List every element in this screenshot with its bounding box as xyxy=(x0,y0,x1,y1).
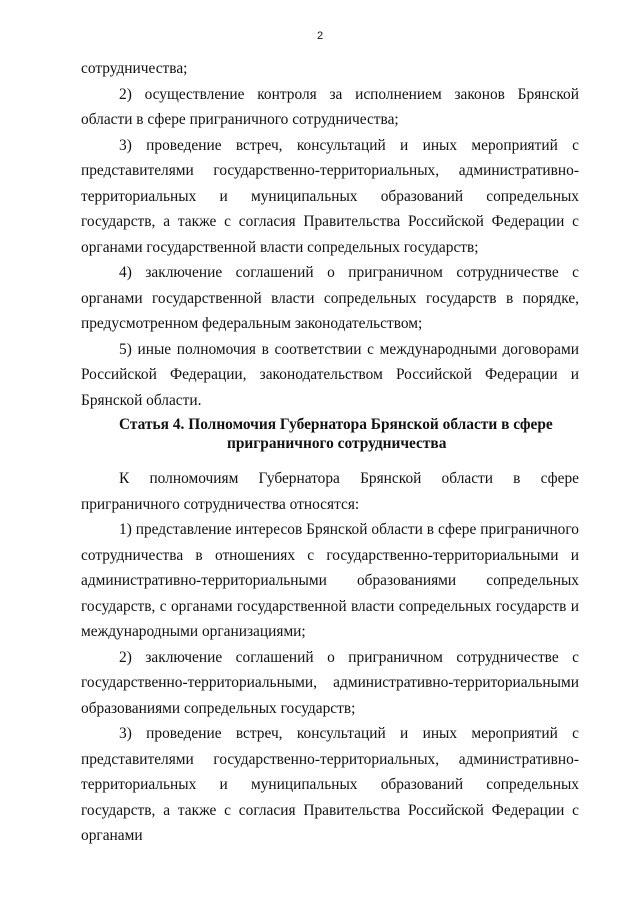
paragraph-item-4: 4) заключение соглашений о приграничном сотрудничестве с органами государственной власти сопредельных государств в порядке, предусмотренном федеральным законодательством; xyxy=(81,264,579,332)
page-number: 2 xyxy=(316,30,324,42)
article-item-2: 2) заключение соглашений о приграничном сотрудничестве с государственно-территориальными, административно-территориальными образованиями сопредельных государств; xyxy=(81,648,579,717)
paragraph-continuation: сотрудничества; xyxy=(81,60,188,77)
article-intro: К полномочиям Губернатора Брянской области в сфере приграничного сотрудничества относятся: xyxy=(81,470,579,513)
article-heading-line1: Статья 4. Полномочия Губернатора Брянской области в сфере xyxy=(119,416,553,433)
article-item-1: 1) представление интересов Брянской области в сфере приграничного сотрудничества в отношениях с государственно-территориальными и административно-территориальными образованиями сопредельных государств, с органами государственной власти сопредельных государств и международными организациями; xyxy=(81,521,579,640)
paragraph-item-2: 2) осуществление контроля за исполнением законов Брянской области в сфере приграничного сотрудничества; xyxy=(81,85,579,128)
article-item-3: 3) проведение встреч, консультаций и иных мероприятий с представителями государственно-территориальных, административно-территориальных и муниципальных образований сопредельных государств, а также с согласия Правительства Российской Федерации с органами xyxy=(81,725,579,844)
paragraph-item-3: 3) проведение встреч, консультаций и иных мероприятий с представителями государственно-территориальных, административно-территориальных и муниципальных образований сопредельных государств, а также с согласия Правительства Российской Федерации с органами государственной власти сопредельных государств; xyxy=(81,136,579,256)
article-heading xyxy=(81,415,579,453)
article-heading-line2: приграничного сотрудничества xyxy=(227,435,447,452)
document-body xyxy=(81,56,579,849)
paragraph-item-5: 5) иные полномочия в соответствии с международными договорами Российской Федерации, законодательством Российской Федерации и Брянской области. xyxy=(81,340,579,409)
